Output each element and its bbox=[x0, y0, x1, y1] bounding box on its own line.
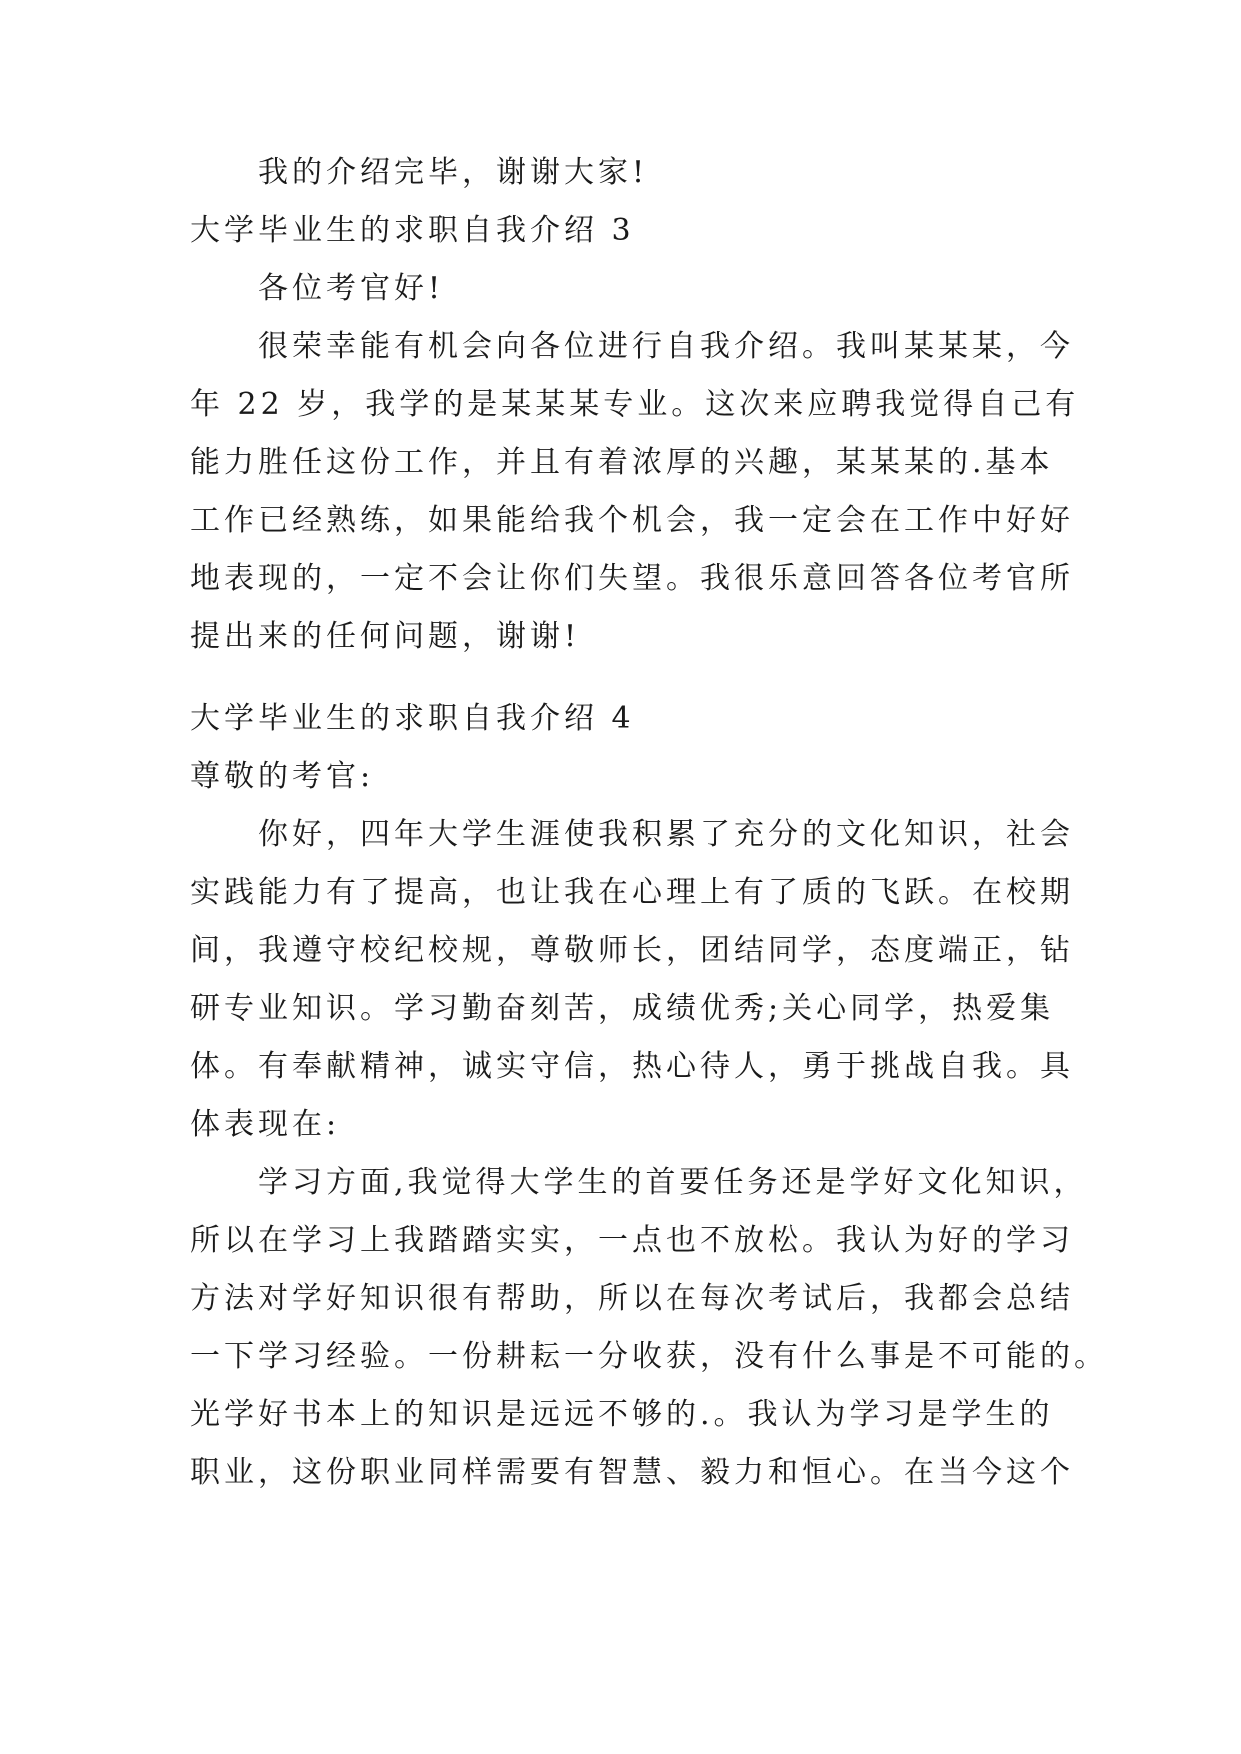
section-3-greeting: 各位考官好! bbox=[258, 271, 445, 306]
paragraph-line: 年 22 岁，我学的是某某某专业。这次来应聘我觉得自己有 bbox=[190, 387, 1080, 422]
paragraph-line: 光学好书本上的知识是远远不够的.。我认为学习是学生的 bbox=[190, 1397, 1054, 1432]
closing-line: 我的介绍完毕，谢谢大家! bbox=[258, 155, 649, 190]
paragraph-line: 体表现在: bbox=[190, 1107, 341, 1142]
section-3 bbox=[190, 202, 1050, 318]
section-3-title: 大学毕业生的求职自我介绍 3 bbox=[190, 213, 635, 248]
closing-paragraph bbox=[190, 144, 1050, 202]
paragraph-line: 地表现的，一定不会让你们失望。我很乐意回答各位考官所 bbox=[190, 561, 1074, 596]
paragraph-line: 一下学习经验。一份耕耘一分收获，没有什么事是不可能的。 bbox=[190, 1339, 1108, 1374]
section-4 bbox=[190, 690, 1050, 806]
paragraph-line: 学习方面,我觉得大学生的首要任务还是学好文化知识， bbox=[258, 1165, 1088, 1200]
paragraph-line: 体。有奉献精神，诚实守信，热心待人，勇于挑战自我。具 bbox=[190, 1049, 1074, 1084]
paragraph-line: 提出来的任何问题，谢谢! bbox=[190, 619, 581, 654]
paragraph-line: 工作已经熟练，如果能给我个机会，我一定会在工作中好好 bbox=[190, 503, 1074, 538]
paragraph-line: 很荣幸能有机会向各位进行自我介绍。我叫某某某，今 bbox=[258, 329, 1074, 364]
section-4-paragraph-2 bbox=[190, 1154, 1108, 1502]
paragraph-line: 实践能力有了提高，也让我在心理上有了质的飞跃。在校期 bbox=[190, 875, 1074, 910]
section-3-paragraph bbox=[190, 318, 1080, 666]
paragraph-line: 你好，四年大学生涯使我积累了充分的文化知识，社会 bbox=[258, 817, 1074, 852]
paragraph-line: 能力胜任这份工作，并且有着浓厚的兴趣，某某某的.基本 bbox=[190, 445, 1054, 480]
section-4-paragraph-1 bbox=[190, 806, 1074, 1154]
paragraph-line: 间，我遵守校纪校规，尊敬师长，团结同学，态度端正，钻 bbox=[190, 933, 1074, 968]
paragraph-line: 方法对学好知识很有帮助，所以在每次考试后，我都会总结 bbox=[190, 1281, 1074, 1316]
section-4-greeting: 尊敬的考官: bbox=[190, 759, 375, 794]
paragraph-line: 所以在学习上我踏踏实实，一点也不放松。我认为好的学习 bbox=[190, 1223, 1074, 1258]
section-4-title: 大学毕业生的求职自我介绍 4 bbox=[190, 701, 635, 736]
paragraph-line: 研专业知识。学习勤奋刻苦，成绩优秀;关心同学，热爱集 bbox=[190, 991, 1055, 1026]
paragraph-line: 职业，这份职业同样需要有智慧、毅力和恒心。在当今这个 bbox=[190, 1455, 1074, 1490]
